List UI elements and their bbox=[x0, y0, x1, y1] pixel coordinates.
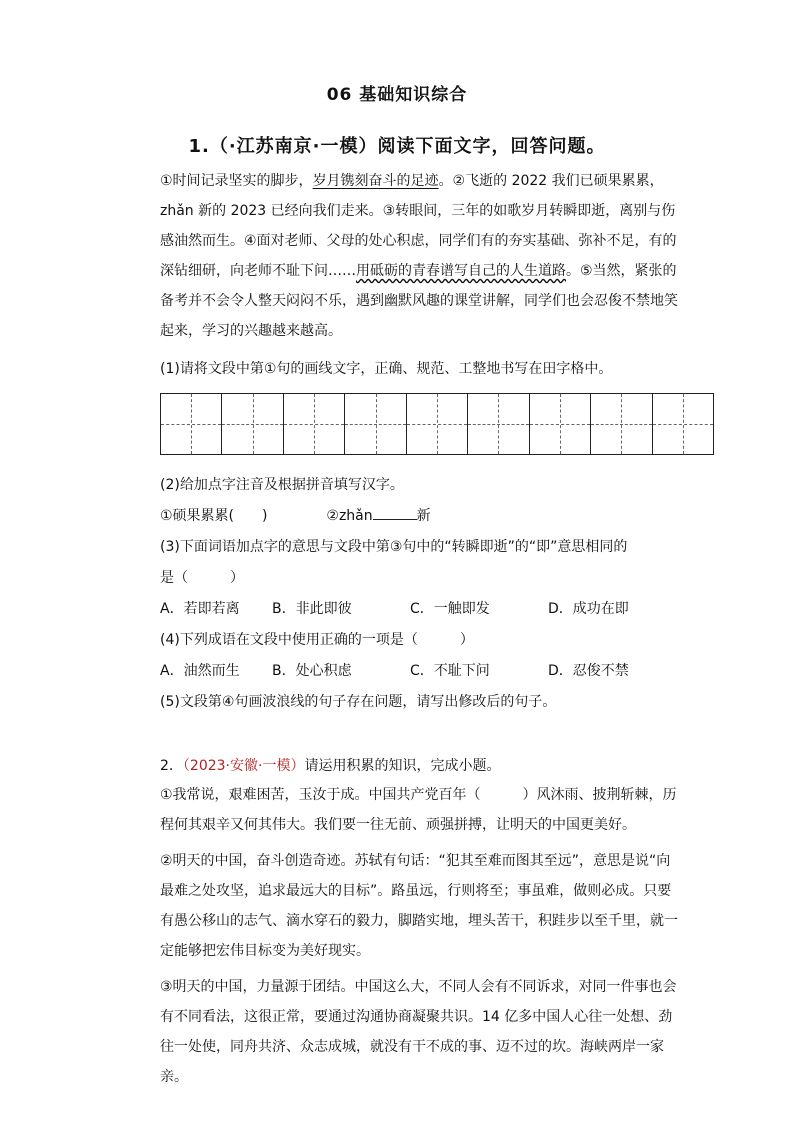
q1-sub4-option-c[interactable]: C．不耻下问 bbox=[410, 663, 490, 679]
grid-cell[interactable] bbox=[345, 394, 406, 454]
q2-number: 2． bbox=[160, 758, 183, 774]
grid-cell[interactable] bbox=[222, 394, 283, 454]
q1-sub4: (4)下列成语在文段中使用正确的一项是（ ） bbox=[160, 632, 474, 648]
q1-sub2: (2)给加点字注音及根据拼音填写汉字。 bbox=[160, 477, 404, 493]
q1-sub1: (1)请将文段中第①句的画线文字，正确、规范、工整地书写在田字格中。 bbox=[160, 361, 613, 377]
question-1-heading: 1.（·江苏南京·一模）阅读下面文字，回答问题。 bbox=[188, 136, 606, 157]
q1-sub3-option-d[interactable]: D．成功在即 bbox=[548, 601, 629, 617]
grid-cell[interactable] bbox=[530, 394, 591, 454]
question-2-heading bbox=[160, 755, 500, 775]
q1-sub3-option-c[interactable]: C．一触即发 bbox=[410, 601, 490, 617]
q2-paragraph-3: ③明天的中国，力量源于团结。中国这么大，不同人会有不同诉求，对同一件事也会有不同看法，这很正常，要通过沟通协商凝聚共识。14 亿多中国人心往一处想、劲往一处使，同舟共济、众志成城，就没有干不成的事、迈不过的坎。海峡两岸一家亲。 bbox=[160, 979, 677, 1085]
q1-sub3-option-a[interactable]: A．若即若离 bbox=[160, 601, 240, 617]
q1-sub4-option-b[interactable]: B．处心积虑 bbox=[272, 663, 352, 679]
wavy-underlined-sentence: 用砥砺的青春谱写自己的人生道路 bbox=[356, 263, 566, 279]
q1-sub3-line2: 是（ ） bbox=[160, 570, 244, 586]
q1-sub3-line1: (3)下面词语加点字的意思与文段中第③句中的“转瞬即逝”的“即”意思相同的 bbox=[160, 539, 628, 555]
question-1-passage bbox=[160, 166, 680, 346]
q1-sub4-option-d[interactable]: D．忍俊不禁 bbox=[548, 663, 629, 679]
q2-source: （2023·安徽·一模） bbox=[182, 758, 305, 774]
passage-part-1: ①时间记录坚实的脚步， bbox=[160, 173, 313, 189]
page-title: 06 基础知识综合 bbox=[326, 85, 468, 105]
grid-cell[interactable] bbox=[407, 394, 468, 454]
answer-blank[interactable] bbox=[373, 507, 417, 520]
q1-sub2-a: ①硕果累累( ) bbox=[160, 508, 268, 524]
q1-sub2-items bbox=[160, 505, 431, 525]
grid-cell[interactable] bbox=[284, 394, 345, 454]
grid-cell[interactable] bbox=[161, 394, 222, 454]
underlined-phrase: 岁月镌刻奋斗的足迹 bbox=[312, 173, 439, 189]
q1-sub5: (5)文段第④句画波浪线的句子存在问题，请写出修改后的句子。 bbox=[160, 694, 557, 710]
q1-sub2-b-end: 新 bbox=[416, 508, 431, 524]
q2-heading-text: 请运用积累的知识，完成小题。 bbox=[304, 758, 501, 774]
q1-sub3-option-b[interactable]: B．非此即彼 bbox=[272, 601, 352, 617]
q1-sub4-option-a[interactable]: A．油然而生 bbox=[160, 663, 240, 679]
q1-sub2-b: ②zhǎn bbox=[326, 508, 373, 524]
passage-part-4: 。⑤当然，紧张的备考并不会令人整天闷闷不乐，遇到幽默风趣的课堂讲解，同学们也会忍俊不禁地笑起来，学习的兴趣越来越高。 bbox=[160, 263, 678, 339]
q2-paragraph-1: ①我常说，艰难困苦，玉汝于成。中国共产党百年（ ）风沐雨、披荆斩棘，历程何其艰辛又何其伟大。我们要一往无前、顽强拼搏，让明天的中国更美好。 bbox=[160, 787, 677, 833]
grid-cell[interactable] bbox=[653, 394, 713, 454]
tianzige-grid[interactable] bbox=[160, 393, 714, 455]
passage-part-2: 。②飞逝的 2022 我们已硕果累累，zhǎn 新的 2023 已经向我们走来。③转眼间，三年的如歌岁月转瞬即逝，离别与伤感油然而生。④面对老师、父母的处心积虑，同学们有的夯实基础、弥补不足，有的深钻细研，向老师不耻下问…… bbox=[160, 173, 677, 279]
question-2-passage bbox=[160, 780, 680, 1092]
grid-cell[interactable] bbox=[468, 394, 529, 454]
q2-paragraph-2: ②明天的中国，奋斗创造奇迹。苏轼有句话：“犯其至难而图其至远”，意思是说“向最难之处攻坚，追求最远大的目标”。路虽远，行则将至；事虽难，做则必成。只要有愚公移山的志气、滴水穿石的毅力，脚踏实地，埋头苦干，积跬步以至千里，就一定能够把宏伟目标变为美好现实。 bbox=[160, 853, 678, 959]
grid-cell[interactable] bbox=[591, 394, 652, 454]
